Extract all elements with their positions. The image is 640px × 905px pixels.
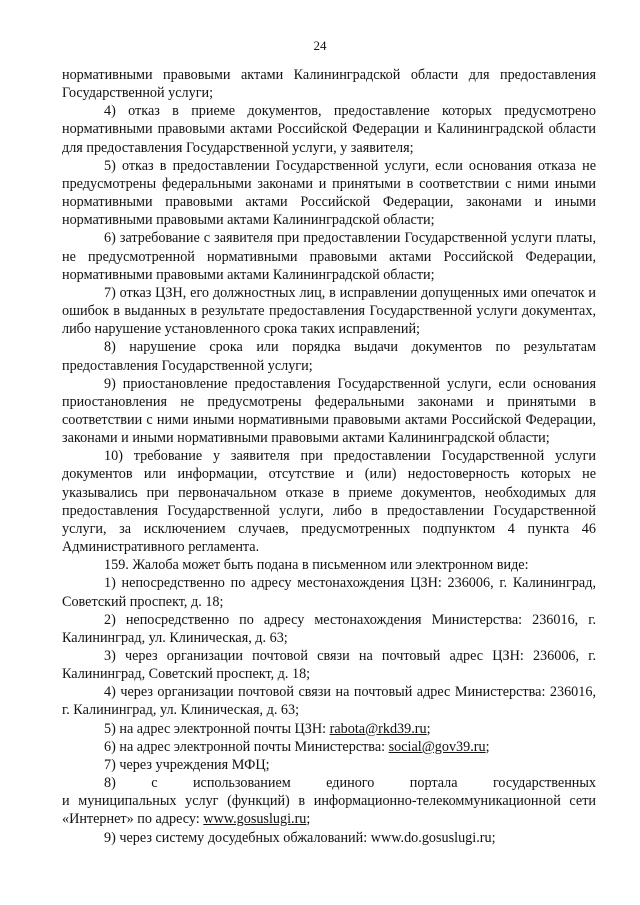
paragraph-item-10: 10) требование у заявителя при предоставлении Государственной услуги документов или информации, отсутствие и (или) недостоверность которых не указывались при первоначальном отказе в приеме документов, необходимых для предоставления Государственной услуги, либо в предоставлении Государственной услуги, за исключением случаев, предусмотренных подпунктом 4 пункта 46 Административного регламента. [62, 448, 596, 556]
complaint-item-5-suffix: ; [426, 720, 431, 737]
paragraph-item-4: 4) отказ в приеме документов, предоставление которых предусмотрено нормативными правовыми актами Российской Федерации и Калининградской области для предоставления Государственной услуги, у заявителя; [62, 103, 596, 156]
complaint-item-3: 3) через организации почтовой связи на почтовый адрес ЦЗН: 236006, г. Калининград, Советский проспект, д. 18; [62, 648, 596, 683]
complaint-item-8-line-1: 8) с использованием единого портала государственных [104, 775, 596, 792]
complaint-item-5 [62, 720, 596, 738]
complaint-item-6 [62, 738, 596, 756]
complaint-item-2: 2) непосредственно по адресу местонахождения Министерства: 236016, г. Калининград, ул. Клиническая, д. 63; [62, 611, 596, 646]
paragraph-item-8: 8) нарушение срока или порядка выдачи документов по результатам предоставления Государственной услуги; [62, 339, 596, 374]
complaint-item-6-prefix: 6) на адрес электронной почты Министерства: [104, 738, 389, 755]
complaint-item-8-text: и муниципальных услуг (функций) в информационно-телекоммуникационной сети «Интернет» по адресу: [62, 793, 596, 828]
complaint-item-8-suffix: ; [306, 811, 311, 828]
complaint-item-5-prefix: 5) на адрес электронной почты ЦЗН: [104, 720, 330, 737]
czn-email-link[interactable]: rabota@rkd39.ru [329, 720, 427, 737]
paragraph-item-7: 7) отказ ЦЗН, его должностных лиц, в исправлении допущенных ими опечаток и ошибок в выданных в результате предоставления Государственной услуги документах, либо нарушение установленного срока таких исправлений; [62, 284, 596, 338]
ministry-email-link[interactable]: social@gov39.ru [388, 738, 486, 755]
page-number: 24 [313, 38, 327, 53]
complaint-item-7: 7) через учреждения МФЦ; [104, 756, 270, 773]
complaint-item-9: 9) через систему досудебных обжалований: www.do.gosuslugi.ru; [104, 829, 496, 846]
paragraph-item-9: 9) приостановление предоставления Государственной услуги, если основания приостановления не предусмотрены федеральными законами и принятыми в соответствии с ними иными нормативными правовыми актами Российской Федерации, законами и иными нормативными правовыми актами Калининградской области; [62, 375, 596, 447]
complaint-item-8-rest [62, 792, 596, 828]
paragraph-item-5: 5) отказ в предоставлении Государственной услуги, если основания отказа не предусмотрены федеральными законами и принятыми в соответствии с ними иными нормативными правовыми актами Российской Федерации, законами и иными нормативными правовыми актами Калининградской области; [62, 157, 596, 229]
document-body [62, 66, 596, 847]
complaint-item-1: 1) непосредственно по адресу местонахождения ЦЗН: 236006, г. Калининград, Советский проспект, д. 18; [62, 575, 596, 610]
paragraph-0: нормативными правовыми актами Калининградской области для предоставления Государственной услуги; [62, 67, 596, 102]
gosuslugi-link[interactable]: www.gosuslugi.ru [203, 811, 307, 828]
paragraph-item-6: 6) затребование с заявителя при предоставлении Государственной услуги платы, не предусмотренной нормативными правовыми актами Российской Федерации, нормативными правовыми актами Калининградской области; [62, 230, 596, 283]
complaint-item-6-suffix: ; [485, 738, 490, 755]
paragraph-159: 159. Жалоба может быть подана в письменном или электронном виде: [104, 557, 529, 574]
complaint-item-4: 4) через организации почтовой связи на почтовый адрес Министерства: 236016, г. Калининград, ул. Клиническая, д. 63; [62, 684, 596, 719]
